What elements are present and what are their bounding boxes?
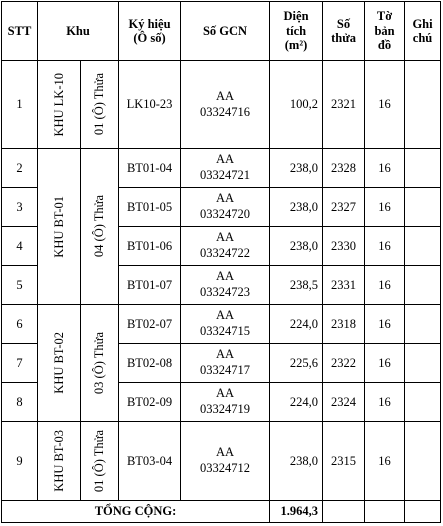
cell-to-ban-do: 16: [365, 188, 405, 227]
cell-so-thua: 2321: [323, 61, 365, 149]
cell-so-gcn: AA 03324721: [181, 149, 270, 188]
table-row: [2, 149, 441, 188]
cell-ky-hieu: BT01-05: [119, 188, 181, 227]
header-dien-tich: Diện tích (m²): [270, 2, 323, 61]
cell-so-thua: 2330: [323, 227, 365, 266]
cell-count: 04 (Ô) Thửa: [81, 149, 119, 305]
cell-so-gcn: AA 03324723: [181, 266, 270, 305]
cell-to-ban-do: 16: [365, 61, 405, 149]
cell-dien-tich: 238,5: [270, 266, 323, 305]
header-so-gcn: Số GCN: [181, 2, 270, 61]
cell-to-ban-do: 16: [365, 422, 405, 501]
cell-so-gcn: AA 03324719: [181, 383, 270, 422]
cell-to-ban-do: 16: [365, 383, 405, 422]
cell-blank: [405, 501, 441, 523]
table-row: [2, 305, 441, 344]
cell-so-gcn: AA 03324720: [181, 188, 270, 227]
cell-dien-tich: 238,0: [270, 227, 323, 266]
cell-to-ban-do: 16: [365, 305, 405, 344]
cell-count: 03 (Ô) Thửa: [81, 305, 119, 422]
cell-ghi-chu: [405, 227, 441, 266]
cell-ghi-chu: [405, 188, 441, 227]
cell-blank: [323, 501, 365, 523]
cell-ky-hieu: BT02-07: [119, 305, 181, 344]
cell-so-gcn: AA 03324717: [181, 344, 270, 383]
cell-dien-tich: 238,0: [270, 188, 323, 227]
total-label: TỔNG CỘNG:: [2, 501, 270, 523]
cell-ky-hieu: BT01-04: [119, 149, 181, 188]
cell-ky-hieu: LK10-23: [119, 61, 181, 149]
cell-so-gcn: AA 03324716: [181, 61, 270, 149]
cell-dien-tich: 238,0: [270, 149, 323, 188]
cell-khu: KHU BT-03: [38, 422, 81, 501]
header-ky-hieu: Ký hiệu (Ô số): [119, 2, 181, 61]
header-row: [2, 2, 441, 61]
cell-so-thua: 2328: [323, 149, 365, 188]
cell-so-thua: 2324: [323, 383, 365, 422]
header-so-thua: Số thửa: [323, 2, 365, 61]
land-parcel-table: [1, 1, 441, 523]
table-row: [2, 422, 441, 501]
cell-so-thua: 2318: [323, 305, 365, 344]
cell-to-ban-do: 16: [365, 266, 405, 305]
cell-stt: 3: [2, 188, 38, 227]
cell-ghi-chu: [405, 61, 441, 149]
cell-ky-hieu: BT03-04: [119, 422, 181, 501]
cell-khu: KHU LK-10: [38, 61, 81, 149]
cell-stt: 5: [2, 266, 38, 305]
cell-stt: 1: [2, 61, 38, 149]
cell-ghi-chu: [405, 344, 441, 383]
cell-stt: 9: [2, 422, 38, 501]
cell-count: 01 (Ô) Thửa: [81, 61, 119, 149]
cell-to-ban-do: 16: [365, 227, 405, 266]
cell-blank: [365, 501, 405, 523]
cell-so-thua: 2322: [323, 344, 365, 383]
cell-dien-tich: 238,0: [270, 422, 323, 501]
cell-dien-tich: 224,0: [270, 305, 323, 344]
total-value: 1.964,3: [270, 501, 323, 523]
cell-stt: 6: [2, 305, 38, 344]
cell-stt: 7: [2, 344, 38, 383]
cell-ghi-chu: [405, 422, 441, 501]
header-to-ban-do: Tờ bản đồ: [365, 2, 405, 61]
cell-stt: 2: [2, 149, 38, 188]
cell-to-ban-do: 16: [365, 149, 405, 188]
cell-so-gcn: AA 03324722: [181, 227, 270, 266]
total-row: [2, 501, 441, 523]
cell-ky-hieu: BT01-06: [119, 227, 181, 266]
cell-khu: KHU BT-01: [38, 149, 81, 305]
cell-stt: 4: [2, 227, 38, 266]
cell-so-gcn: AA 03324715: [181, 305, 270, 344]
cell-khu: KHU BT-02: [38, 305, 81, 422]
cell-ky-hieu: BT01-07: [119, 266, 181, 305]
cell-ky-hieu: BT02-08: [119, 344, 181, 383]
cell-ghi-chu: [405, 266, 441, 305]
header-khu: Khu: [38, 2, 119, 61]
cell-so-thua: 2327: [323, 188, 365, 227]
cell-so-thua: 2331: [323, 266, 365, 305]
header-ghi-chu: Ghi chú: [405, 2, 441, 61]
cell-ghi-chu: [405, 149, 441, 188]
cell-dien-tich: 225,6: [270, 344, 323, 383]
cell-stt: 8: [2, 383, 38, 422]
cell-count: 01 (Ô) Thửa: [81, 422, 119, 501]
cell-so-thua: 2315: [323, 422, 365, 501]
header-stt: STT: [2, 2, 38, 61]
table-row: [2, 61, 441, 149]
cell-dien-tich: 100,2: [270, 61, 323, 149]
cell-to-ban-do: 16: [365, 344, 405, 383]
cell-ghi-chu: [405, 305, 441, 344]
cell-so-gcn: AA 03324712: [181, 422, 270, 501]
cell-ky-hieu: BT02-09: [119, 383, 181, 422]
cell-ghi-chu: [405, 383, 441, 422]
cell-dien-tich: 224,0: [270, 383, 323, 422]
